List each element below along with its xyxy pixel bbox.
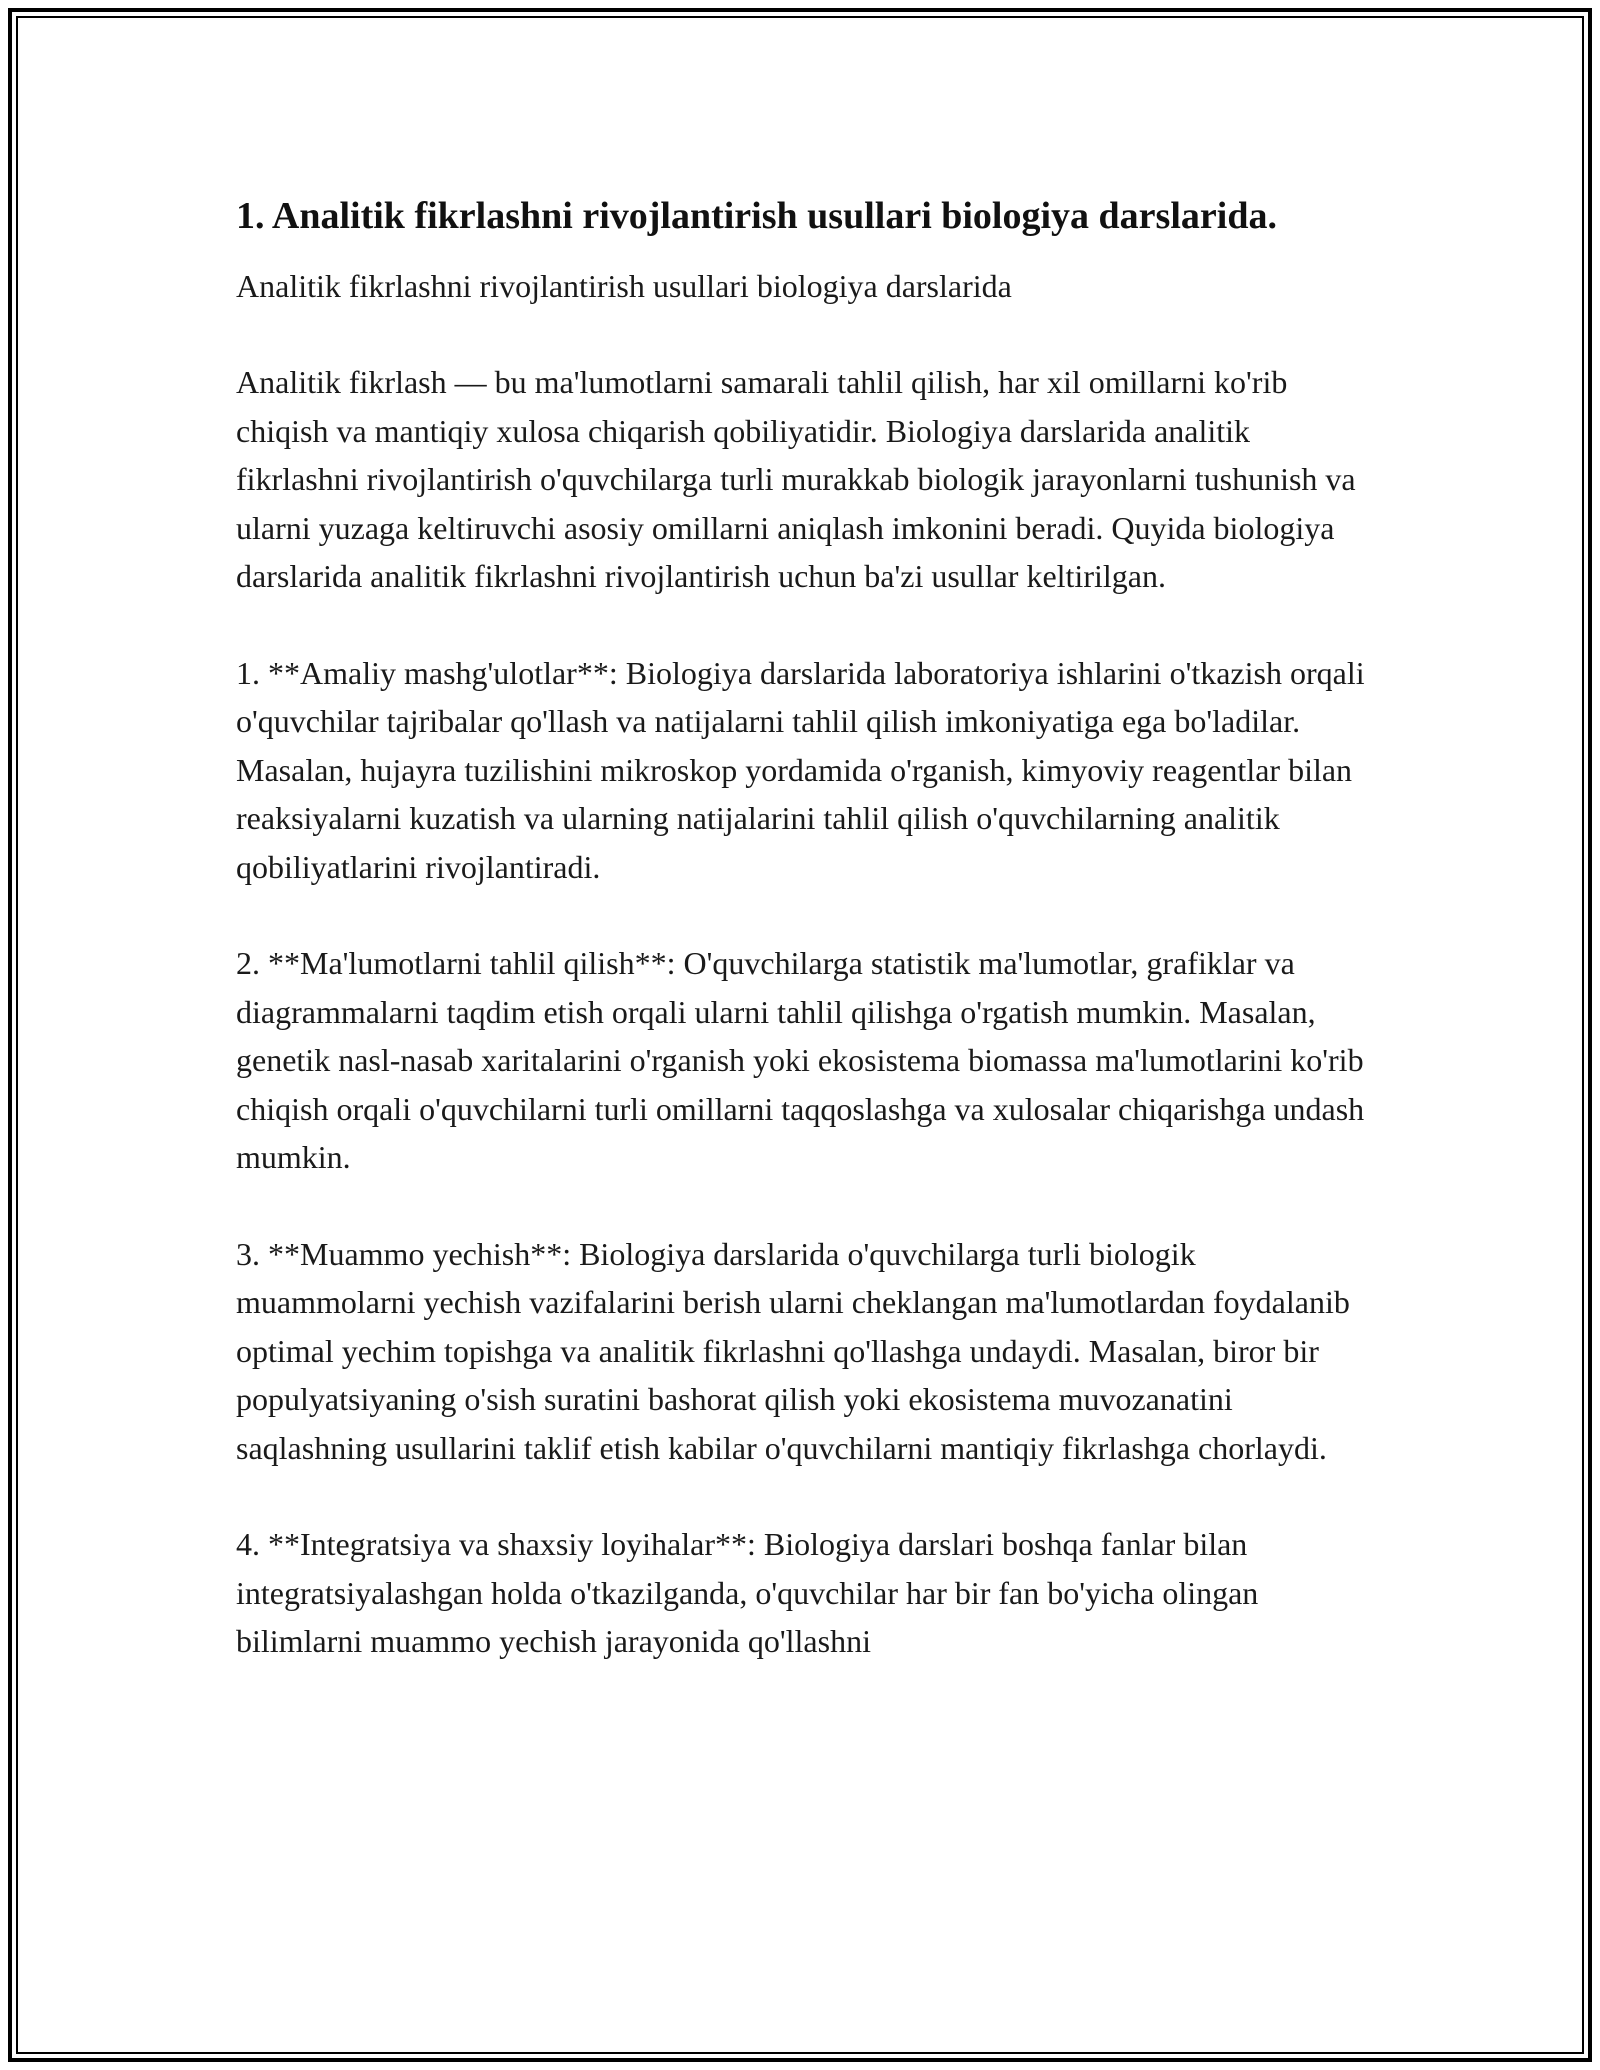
document-subtitle: Analitik fikrlashni rivojlantirish usullari biologiya darslarida [236, 268, 1012, 304]
method-paragraph-3: 3. **Muammo yechish**: Biologiya darslarida o'quvchilarga turli biologik muammolarni yechish vazifalarini berish ularni cheklangan ma'lumotlardan foydalanib optimal yechim topishga va analitik fikrlashni qo'llashga undaydi. Masalan, biror bir populyatsiyaning o'sish suratini bashorat qilish yoki ekosistema muvozanatini saqlashning usullarini taklif etish kabilar o'quvchilarni mantiqiy fikrlashga chorlaydi. [236, 1235, 1350, 1466]
document-body [236, 190, 1366, 1666]
intro-paragraph: Analitik fikrlash — bu ma'lumotlarni samarali tahlil qilish, har xil omillarni ko'rib chiqish va mantiqiy xulosa chiqarish qobiliyatidir. Biologiya darslarida analitik fikrlashni rivojlantirish o'quvchilarga turli murakkab biologik jarayonlarni tushunish va ularni yuzaga keltiruvchi asosiy omillarni aniqlash imkonini beradi. Quyida biologiya darslarida analitik fikrlashni rivojlantirish uchun ba'zi usullar keltirilgan. [236, 364, 1356, 594]
method-paragraph-2: 2. **Ma'lumotlarni tahlil qilish**: O'quvchilarga statistik ma'lumotlar, grafiklar va diagrammalarni taqdim etish orqali ularni tahlil qilishga o'rgatish mumkin. Masalan, genetik nasl-nasab xaritalarini o'rganish yoki ekosistema biomassa ma'lumotlarini ko'rib chiqish orqali o'quvchilarni turli omillarni taqqoslashga va xulosalar chiqarishga undash mumkin. [236, 945, 1365, 1175]
method-paragraph-1: 1. **Amaliy mashg'ulotlar**: Biologiya darslarida laboratoriya ishlarini o'tkazish orqali o'quvchilar tajribalar qo'llash va natijalarni tahlil qilish imkoniyatiga ega bo'ladilar. Masalan, hujayra tuzilishini mikroskop yordamida o'rganish, kimyoviy reagentlar bilan reaksiyalarni kuzatish va ularning natijalarini tahlil qilish o'quvchilarning analitik qobiliyatlarini rivojlantiradi. [236, 654, 1365, 885]
method-paragraph-4: 4. **Integratsiya va shaxsiy loyihalar**: Biologiya darslari boshqa fanlar bilan integratsiyalashgan holda o'tkazilganda, o'quvchilar har bir fan bo'yicha olingan bilimlarni muammo yechish jarayonida qo'llashni [236, 1526, 1259, 1659]
document-title: 1. Analitik fikrlashni rivojlantirish usullari biologiya darslarida. [236, 195, 1277, 237]
